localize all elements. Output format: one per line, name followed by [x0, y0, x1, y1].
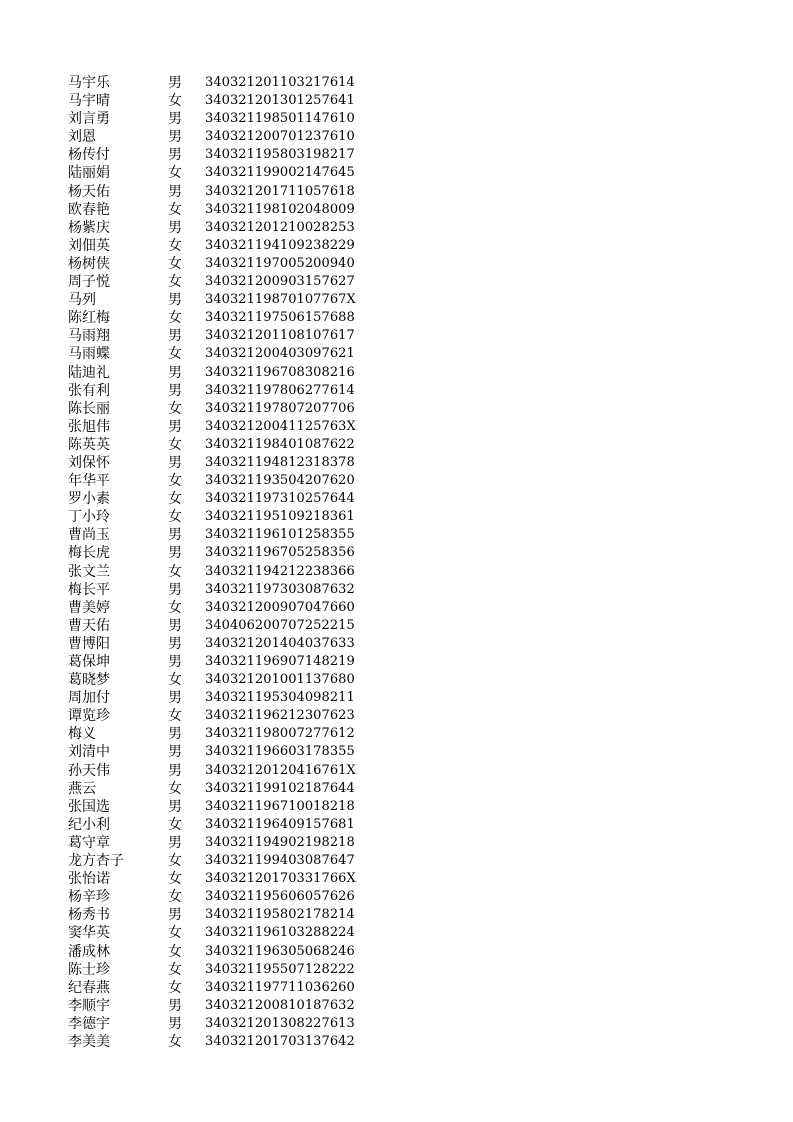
name-cell: 张有利	[68, 382, 110, 399]
gender-cell: 男	[168, 382, 182, 399]
id-number-cell: 340321199002147645	[205, 165, 355, 181]
gender-cell: 女	[168, 201, 182, 218]
name-cell: 陆丽娟	[68, 165, 110, 182]
id-number-cell: 340321196101258355	[205, 527, 355, 543]
name-cell: 李德宇	[68, 1015, 110, 1032]
id-number-cell: 340321196305068246	[205, 943, 355, 959]
gender-cell: 女	[168, 925, 182, 942]
name-cell: 陈长丽	[68, 400, 110, 417]
name-cell: 孙天伟	[68, 762, 110, 779]
name-cell: 曹博阳	[68, 635, 110, 652]
name-cell: 马雨翔	[68, 328, 110, 345]
gender-cell: 男	[168, 147, 182, 164]
id-number-cell: 340321200907047660	[205, 599, 355, 615]
name-cell: 燕云	[68, 780, 96, 797]
id-number-cell: 340321196409157681	[205, 816, 355, 832]
gender-cell: 男	[168, 111, 182, 128]
id-number-cell: 340321201703137642	[205, 1033, 355, 1049]
table-row	[0, 345, 793, 363]
table-row	[0, 563, 793, 581]
name-cell: 窦华英	[68, 925, 110, 942]
table-row	[0, 1015, 793, 1033]
name-cell: 刘清中	[68, 744, 110, 761]
name-cell: 张怡诺	[68, 871, 110, 888]
gender-cell: 男	[168, 744, 182, 761]
gender-cell: 男	[168, 690, 182, 707]
id-number-cell: 340321197711036260	[205, 979, 355, 995]
gender-cell: 男	[168, 183, 182, 200]
id-number-cell: 340321200701237610	[205, 129, 355, 145]
table-row	[0, 490, 793, 508]
name-cell: 陈红梅	[68, 310, 110, 327]
gender-cell: 男	[168, 907, 182, 924]
name-cell: 谭览珍	[68, 708, 110, 725]
table-row	[0, 581, 793, 599]
table-row	[0, 164, 793, 182]
table-row	[0, 780, 793, 798]
table-row	[0, 979, 793, 997]
name-cell: 马宇晴	[68, 93, 110, 110]
id-number-cell: 340321198401087622	[205, 436, 355, 452]
gender-cell: 男	[168, 997, 182, 1014]
table-row	[0, 888, 793, 906]
name-cell: 曹尚玉	[68, 527, 110, 544]
id-number-cell: 340321196705258356	[205, 545, 355, 561]
table-row	[0, 255, 793, 273]
gender-cell: 女	[168, 491, 182, 508]
table-row	[0, 906, 793, 924]
gender-cell: 男	[168, 545, 182, 562]
name-cell: 年华平	[68, 473, 110, 490]
gender-cell: 女	[168, 274, 182, 291]
table-row	[0, 201, 793, 219]
gender-cell: 男	[168, 798, 182, 815]
gender-cell: 女	[168, 255, 182, 272]
name-cell: 周加付	[68, 690, 110, 707]
gender-cell: 女	[168, 871, 182, 888]
id-number-cell: 340321196103288224	[205, 925, 355, 941]
id-number-cell: 340321195803198217	[205, 147, 355, 163]
id-number-cell: 340321197310257644	[205, 491, 355, 507]
id-number-cell: 340321201210028253	[205, 219, 355, 235]
table-row	[0, 110, 793, 128]
name-cell: 丁小玲	[68, 509, 110, 526]
name-cell: 曹美婷	[68, 599, 110, 616]
id-number-cell: 340321197303087632	[205, 581, 355, 597]
table-row	[0, 364, 793, 382]
gender-cell: 男	[168, 834, 182, 851]
id-number-cell: 340321200810187632	[205, 997, 355, 1013]
name-cell: 陆迪礼	[68, 364, 110, 381]
id-number-cell: 340321197005200940	[205, 255, 355, 271]
table-row	[0, 743, 793, 761]
gender-cell: 男	[168, 654, 182, 670]
table-row	[0, 924, 793, 942]
gender-cell: 男	[168, 581, 182, 598]
name-cell: 纪春燕	[68, 979, 110, 996]
name-cell: 马雨蝶	[68, 346, 110, 363]
name-cell: 曹天佑	[68, 617, 110, 634]
id-number-cell: 340321197506157688	[205, 310, 355, 326]
gender-cell: 女	[168, 1033, 182, 1050]
name-cell: 马列	[68, 292, 96, 309]
id-number-cell: 340321198102048009	[205, 201, 355, 217]
id-number-cell: 340321201108107617	[205, 328, 355, 344]
gender-cell: 女	[168, 93, 182, 110]
name-cell: 杨秀书	[68, 907, 110, 924]
gender-cell: 女	[168, 979, 182, 996]
table-row	[0, 834, 793, 852]
name-cell: 潘成林	[68, 943, 110, 960]
table-row	[0, 689, 793, 707]
gender-cell: 女	[168, 943, 182, 960]
gender-cell: 男	[168, 418, 182, 435]
id-number-cell: 340321201103217614	[205, 75, 355, 90]
table-row	[0, 291, 793, 309]
gender-cell: 男	[168, 635, 182, 652]
table-row	[0, 237, 793, 255]
id-number-cell: 340321194109238229	[205, 237, 355, 253]
gender-cell: 男	[168, 1015, 182, 1032]
gender-cell: 男	[168, 527, 182, 544]
id-number-cell: 340321194212238366	[205, 563, 355, 579]
table-row	[0, 544, 793, 562]
gender-cell: 男	[168, 129, 182, 146]
id-number-cell: 340321197807207706	[205, 400, 355, 416]
table-row	[0, 454, 793, 472]
table-row	[0, 382, 793, 400]
gender-cell: 女	[168, 599, 182, 616]
gender-cell: 女	[168, 780, 182, 797]
gender-cell: 女	[168, 165, 182, 182]
table-row	[0, 707, 793, 725]
id-number-cell: 340321194902198218	[205, 834, 355, 850]
gender-cell: 女	[168, 509, 182, 526]
gender-cell: 女	[168, 708, 182, 725]
id-number-cell: 340321199102187644	[205, 780, 355, 796]
gender-cell: 女	[168, 563, 182, 580]
gender-cell: 女	[168, 961, 182, 978]
name-cell: 梅长平	[68, 581, 110, 598]
id-number-cell: 340321201711057618	[205, 183, 355, 199]
gender-cell: 女	[168, 473, 182, 490]
gender-cell: 男	[168, 617, 182, 634]
name-cell: 刘保怀	[68, 454, 110, 471]
table-row	[0, 816, 793, 834]
name-cell: 葛守章	[68, 834, 110, 851]
id-number-cell: 340321198007277612	[205, 726, 355, 742]
id-number-cell: 340406200707252215	[205, 617, 355, 633]
gender-cell: 男	[168, 762, 182, 779]
id-number-cell: 340321195802178214	[205, 907, 355, 923]
id-number-cell: 340321195304098211	[205, 690, 355, 706]
id-number-cell: 340321199403087647	[205, 853, 355, 869]
gender-cell: 男	[168, 364, 182, 381]
name-cell: 刘佃英	[68, 237, 110, 254]
id-number-cell: 340321201404037633	[205, 635, 355, 651]
gender-cell: 男	[168, 75, 182, 91]
table-row	[0, 418, 793, 436]
table-row	[0, 309, 793, 327]
table-row	[0, 400, 793, 418]
table-row	[0, 997, 793, 1015]
table-row	[0, 635, 793, 653]
table-row	[0, 653, 793, 671]
table-row	[0, 92, 793, 110]
name-cell: 杨紫庆	[68, 219, 110, 236]
table-row	[0, 183, 793, 201]
id-number-cell: 340321201001137680	[205, 672, 355, 688]
id-number-cell: 340321193504207620	[205, 473, 355, 489]
table-row	[0, 798, 793, 816]
id-number-cell: 340321200903157627	[205, 274, 355, 290]
id-number-cell: 340321195507128222	[205, 961, 355, 977]
name-cell: 李顺宇	[68, 997, 110, 1014]
id-number-cell: 340321196907148219	[205, 654, 355, 669]
roster-table	[0, 74, 793, 1051]
table-row	[0, 852, 793, 870]
id-number-cell: 340321196212307623	[205, 708, 355, 724]
gender-cell: 女	[168, 237, 182, 254]
name-cell: 刘言勇	[68, 111, 110, 128]
id-number-cell: 340321196708308216	[205, 364, 355, 380]
gender-cell: 男	[168, 328, 182, 345]
id-number-cell: 340321201308227613	[205, 1015, 355, 1031]
name-cell: 葛晓梦	[68, 672, 110, 689]
id-number-cell: 340321195109218361	[205, 509, 355, 525]
table-row	[0, 327, 793, 345]
table-row	[0, 599, 793, 617]
name-cell: 李美美	[68, 1033, 110, 1050]
name-cell: 葛保坤	[68, 654, 110, 670]
table-row	[0, 725, 793, 743]
name-cell: 杨传付	[68, 147, 110, 164]
gender-cell: 男	[168, 219, 182, 236]
name-cell: 张国选	[68, 798, 110, 815]
id-number-cell: 340321194812318378	[205, 454, 355, 470]
table-row	[0, 74, 793, 92]
name-cell: 张旭伟	[68, 418, 110, 435]
name-cell: 刘恩	[68, 129, 96, 146]
name-cell: 杨树侠	[68, 255, 110, 272]
table-row	[0, 961, 793, 979]
name-cell: 梅义	[68, 726, 96, 743]
id-number-cell: 340321196603178355	[205, 744, 355, 760]
name-cell: 马宇乐	[68, 75, 110, 91]
name-cell: 龙方杏子	[68, 853, 124, 870]
name-cell: 欧春艳	[68, 201, 110, 218]
name-cell: 周子悦	[68, 274, 110, 291]
gender-cell: 男	[168, 454, 182, 471]
name-cell: 纪小利	[68, 816, 110, 833]
id-number-cell: 340321196710018218	[205, 798, 355, 814]
name-cell: 罗小素	[68, 491, 110, 508]
table-row	[0, 1033, 793, 1051]
name-cell: 杨辛珍	[68, 889, 110, 906]
table-row	[0, 671, 793, 689]
name-cell: 陈英英	[68, 436, 110, 453]
id-number-cell: 340321198501147610	[205, 111, 355, 127]
id-number-cell: 34032120041125763X	[205, 418, 356, 434]
table-row	[0, 128, 793, 146]
gender-cell: 女	[168, 853, 182, 870]
name-cell: 杨天佑	[68, 183, 110, 200]
table-row	[0, 762, 793, 780]
gender-cell: 女	[168, 310, 182, 327]
gender-cell: 女	[168, 400, 182, 417]
id-number-cell: 340321195606057626	[205, 889, 355, 905]
name-cell: 梅长虎	[68, 545, 110, 562]
id-number-cell: 34032119870107767X	[205, 292, 356, 308]
table-row	[0, 219, 793, 237]
id-number-cell: 340321200403097621	[205, 346, 355, 362]
table-row	[0, 146, 793, 164]
gender-cell: 男	[168, 292, 182, 309]
table-row	[0, 870, 793, 888]
table-row	[0, 943, 793, 961]
table-row	[0, 617, 793, 635]
id-number-cell: 34032120170331766X	[205, 871, 356, 887]
name-cell: 张文兰	[68, 563, 110, 580]
table-row	[0, 436, 793, 454]
table-row	[0, 273, 793, 291]
gender-cell: 女	[168, 436, 182, 453]
gender-cell: 女	[168, 889, 182, 906]
gender-cell: 男	[168, 726, 182, 743]
id-number-cell: 340321201301257641	[205, 93, 355, 109]
gender-cell: 女	[168, 816, 182, 833]
gender-cell: 女	[168, 672, 182, 689]
gender-cell: 女	[168, 346, 182, 363]
id-number-cell: 340321197806277614	[205, 382, 355, 398]
table-row	[0, 526, 793, 544]
table-row	[0, 508, 793, 526]
name-cell: 陈士珍	[68, 961, 110, 978]
id-number-cell: 34032120120416761X	[205, 762, 356, 778]
table-row	[0, 472, 793, 490]
